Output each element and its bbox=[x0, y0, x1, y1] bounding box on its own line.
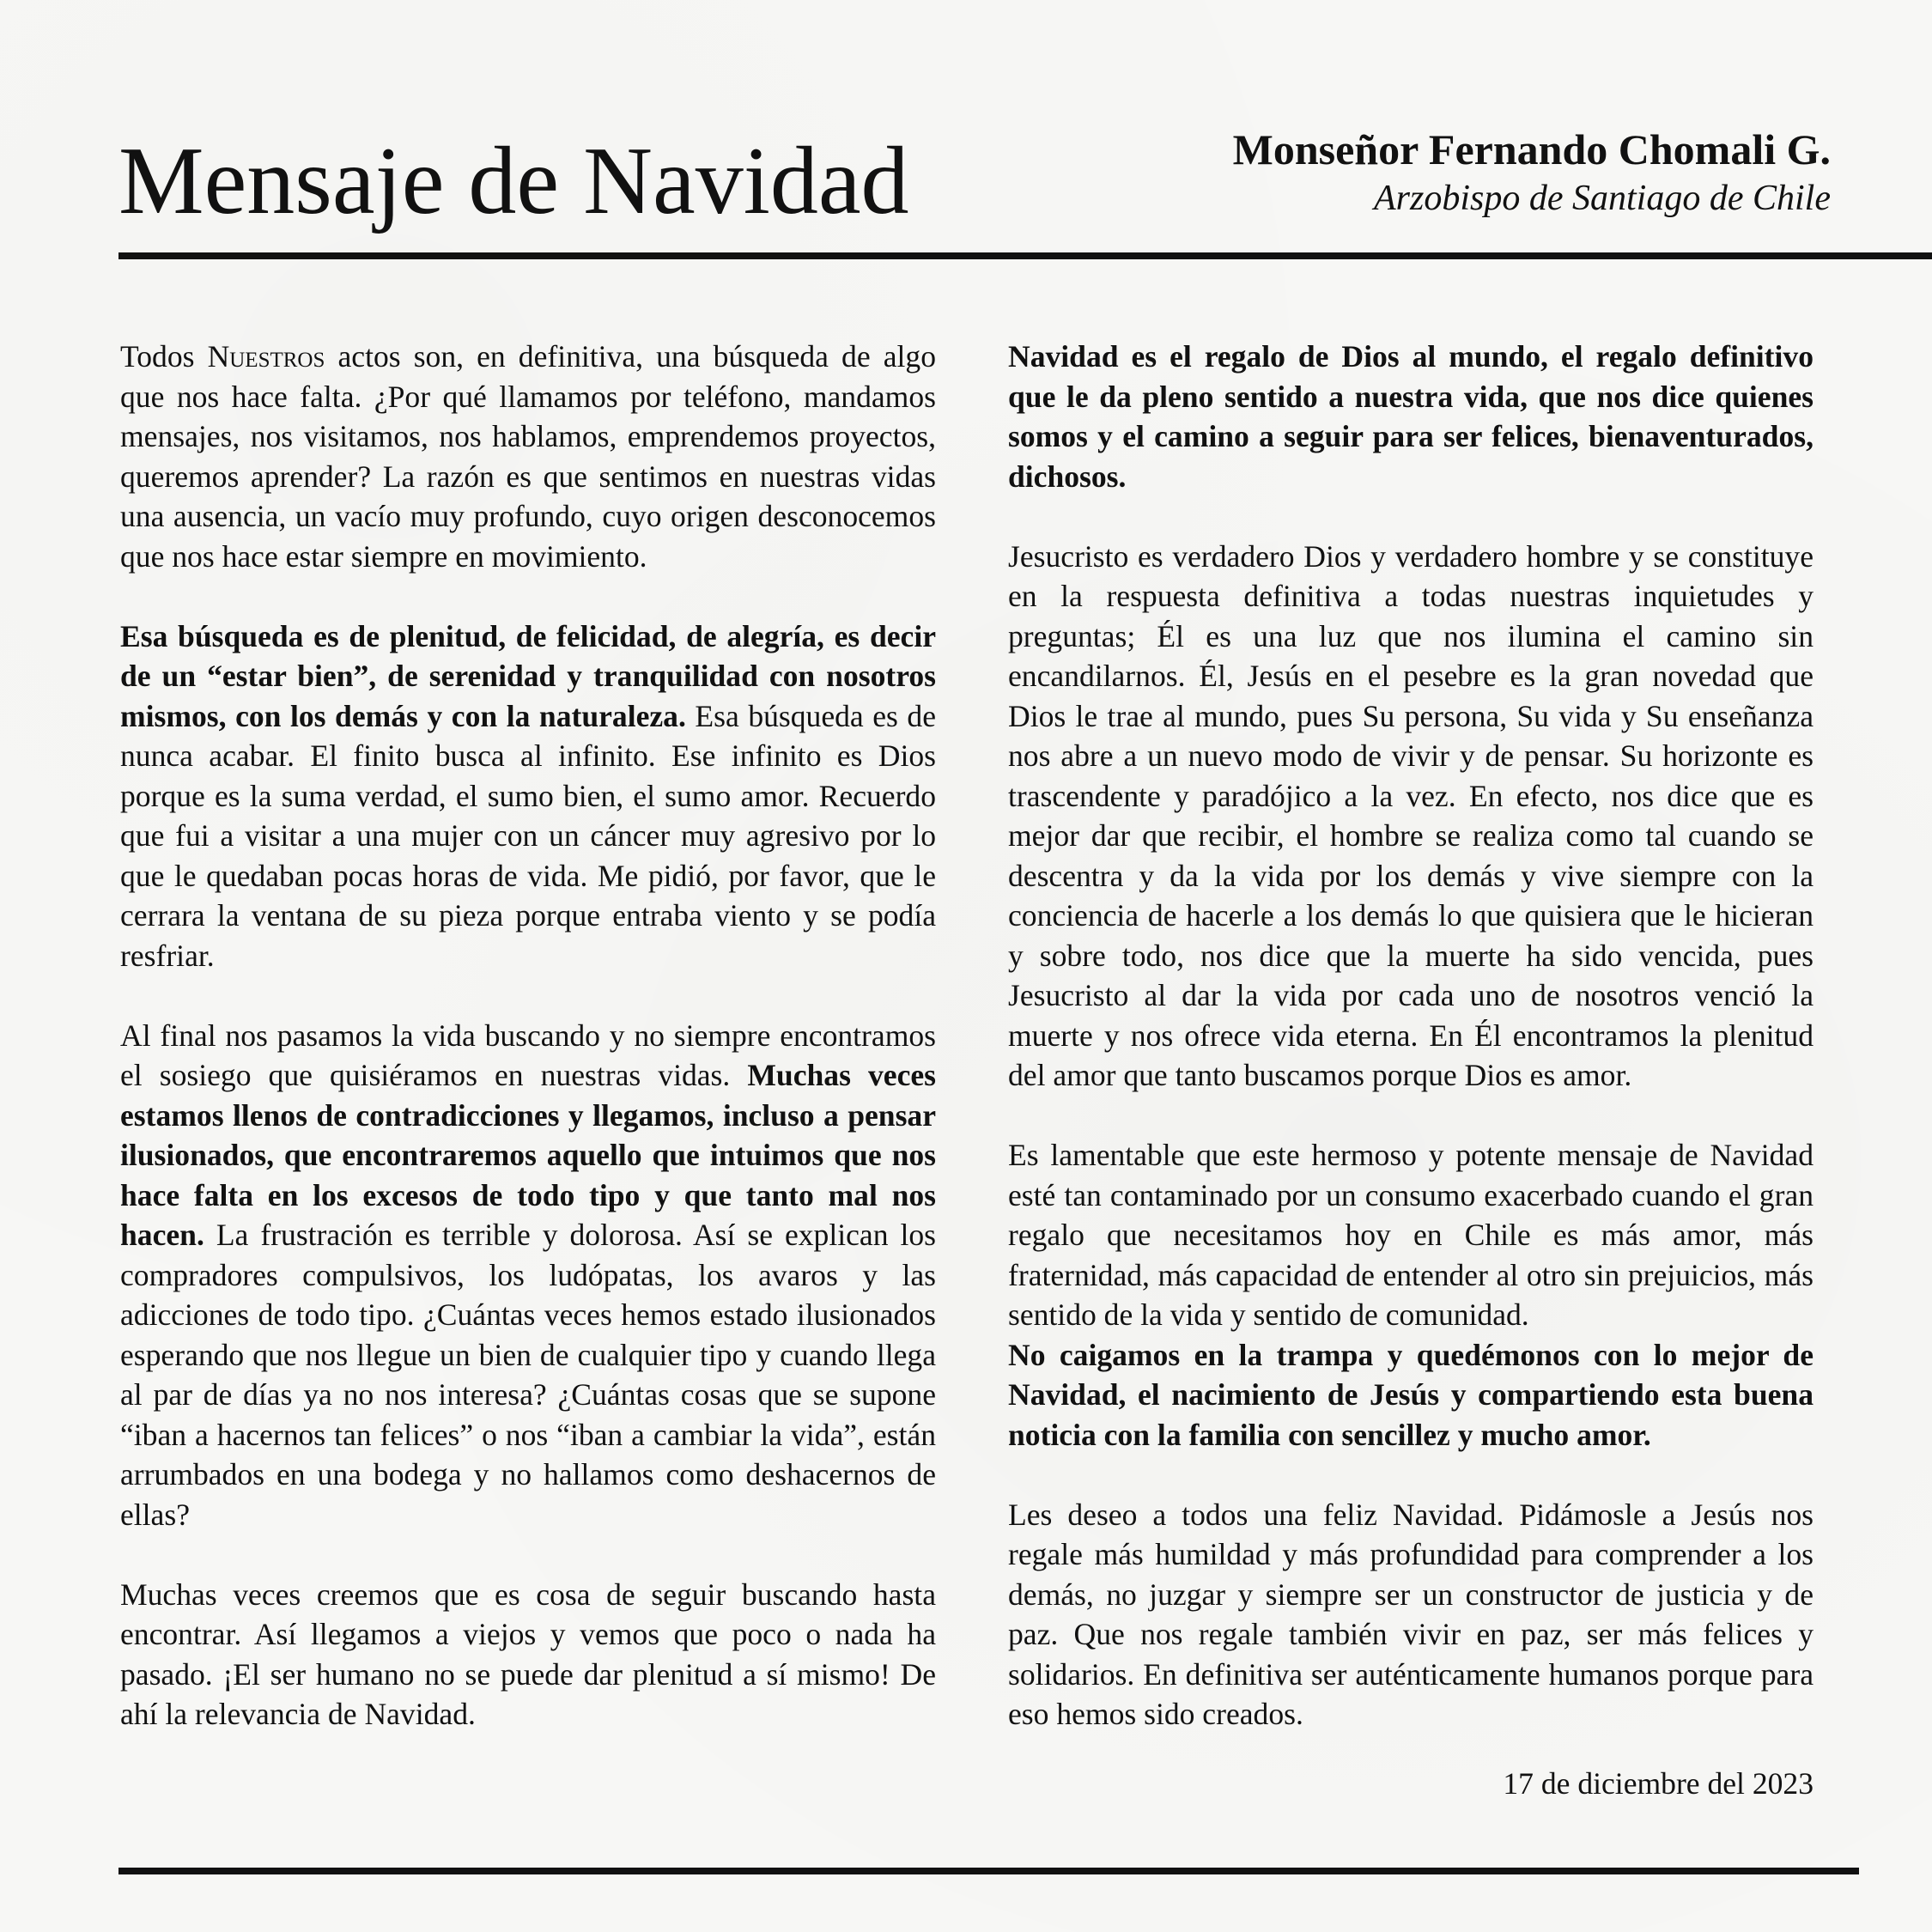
left-p1-text-b: Nuestros bbox=[207, 339, 325, 374]
left-p2-bold: Esa búsqueda es de plenitud, de felicidad, de alegría, es decir de un “estar bien”, de serenidad y tranquilidad con nosotros mismos, con los demás y con la naturaleza. bbox=[120, 618, 936, 733]
right-paragraph-4: Les deseo a todos una feliz Navidad. Pidámosle a Jesús nos regale más humildad y más profundidad para comprender a los demás, no juzgar y siempre ser un constructor de justicia y de paz. Que nos regale también vivir en paz, ser más felices y solidarios. En definitiva ser auténticamente humanos porque para eso hemos sido creados. bbox=[1008, 1497, 1814, 1731]
right-column bbox=[1008, 337, 1814, 1735]
left-p2-normal: Esa búsqueda es de nunca acabar. El finito busca al infinito. Ese infinito es Dios porque es la suma verdad, el sumo bien, el sumo amor. Recuerdo que fui a visitar a una mujer con un cáncer muy agresivo por lo que le quedaban pocas horas de vida. Me pidió, por favor, que le cerrara la ventana de su pieza porque entraba viento y se podía resfriar. bbox=[120, 698, 936, 973]
left-column bbox=[120, 337, 936, 1735]
author-role: Arzobispo de Santiago de Chile bbox=[1374, 178, 1831, 218]
left-p1-text-c: actos son, en definitiva, una búsqueda de algo que nos hace falta. ¿Por qué llamamos por teléfono, mandamos mensajes, nos visitamos, nos hablamos, emprendemos proyectos, queremos aprender? La razón es que sentimos en nuestras vidas una ausencia, un vacío muy profundo, cuyo origen desconocemos que nos hace estar siempre en movimiento. bbox=[120, 339, 936, 574]
right-paragraph-3 bbox=[1008, 1135, 1814, 1455]
top-divider bbox=[118, 252, 1932, 259]
right-paragraph-2: Jesucristo es verdadero Dios y verdadero hombre y se constituye en la respuesta definitiva a todas nuestras inquietudes y preguntas; Él es una luz que nos ilumina el camino sin encandilarnos. Él, Jesús en el pesebre es la gran novedad que Dios le trae al mundo, pues Su persona, Su vida y Su enseñanza nos abre a un nuevo modo de vivir y de pensar. Su horizonte es trascendente y paradójico a la vez. En efecto, nos dice que es mejor dar que recibir, el hombre se realiza como tal cuando se descentra y da la vida por los demás y vive siempre con la conciencia de hacerle a los demás lo que quisiera que le hicieran y sobre todo, nos dice que la muerte ha sido vencida, pues Jesucristo al dar la vida por cada uno de nosotros venció la muerte y nos ofrece vida eterna. En Él encontramos la plenitud del amor que tanto buscamos porque Dios es amor. bbox=[1008, 538, 1814, 1092]
left-p1-text-a: Todos bbox=[120, 339, 208, 374]
right-p3-normal: Es lamentable que este hermoso y potente mensaje de Navidad esté tan contaminado por un consumo exacerbado cuando el gran regalo que necesitamos hoy en Chile es más amor, más fraternidad, más capacidad de entender al otro sin prejuicios, más sentido de la vida y sentido de comunidad. bbox=[1008, 1138, 1814, 1332]
left-p3-bold: Muchas veces estamos llenos de contradicciones y llegamos, incluso a pensar ilusionados, que encontraremos aquello que intuimos que nos hace falta en los excesos de todo tipo y que tanto mal nos hacen. bbox=[120, 1058, 936, 1252]
date-label: 17 de diciembre del 2023 bbox=[1503, 1766, 1814, 1801]
left-p3-normal-2: La frustración es terrible y dolorosa. Así se explican los compradores compulsivos, los ludópatas, los avaros y las adicciones de todo tipo. ¿Cuántas veces hemos estado ilusionados esperando que nos llegue un bien de cualquier tipo y cuando llega al par de días ya no nos interesa? ¿Cuántas cosas que se supone “iban a hacernos tan felices” o nos “iban a cambiar la vida”, están arrumbados en una bodega y no hallamos como deshacernos de ellas? bbox=[120, 1218, 936, 1532]
right-p3-bold: No caigamos en la trampa y quedémonos con lo mejor de Navidad, el nacimiento de Jesús y compartiendo esta buena noticia con la familia con sencillez y mucho amor. bbox=[1008, 1337, 1814, 1452]
left-paragraph-1 bbox=[120, 337, 936, 576]
author-name: Monseñor Fernando Chomali G. bbox=[1232, 125, 1831, 173]
left-paragraph-4: Muchas veces creemos que es cosa de seguir buscando hasta encontrar. Así llegamos a viejos y vemos que poco o nada ha pasado. ¡El ser humano no se puede dar plenitud a sí mismo! De ahí la relevancia de Navidad. bbox=[120, 1577, 936, 1731]
right-p1-bold: Navidad es el regalo de Dios al mundo, el regalo definitivo que le da pleno sentido a nuestra vida, que nos dice quienes somos y el camino a seguir para ser felices, bienaventurados, dichosos. bbox=[1008, 339, 1814, 494]
left-p3-normal-1: Al final nos pasamos la vida buscando y no siempre encontramos el sosiego que quisiéramos en nuestras vidas. bbox=[120, 1018, 936, 1092]
left-paragraph-3 bbox=[120, 1016, 936, 1535]
page-title: Mensaje de Navidad bbox=[118, 128, 909, 234]
right-paragraph-1 bbox=[1008, 337, 1814, 496]
author-block bbox=[1233, 125, 1831, 222]
left-paragraph-2 bbox=[120, 617, 936, 976]
bottom-divider bbox=[118, 1868, 1859, 1874]
